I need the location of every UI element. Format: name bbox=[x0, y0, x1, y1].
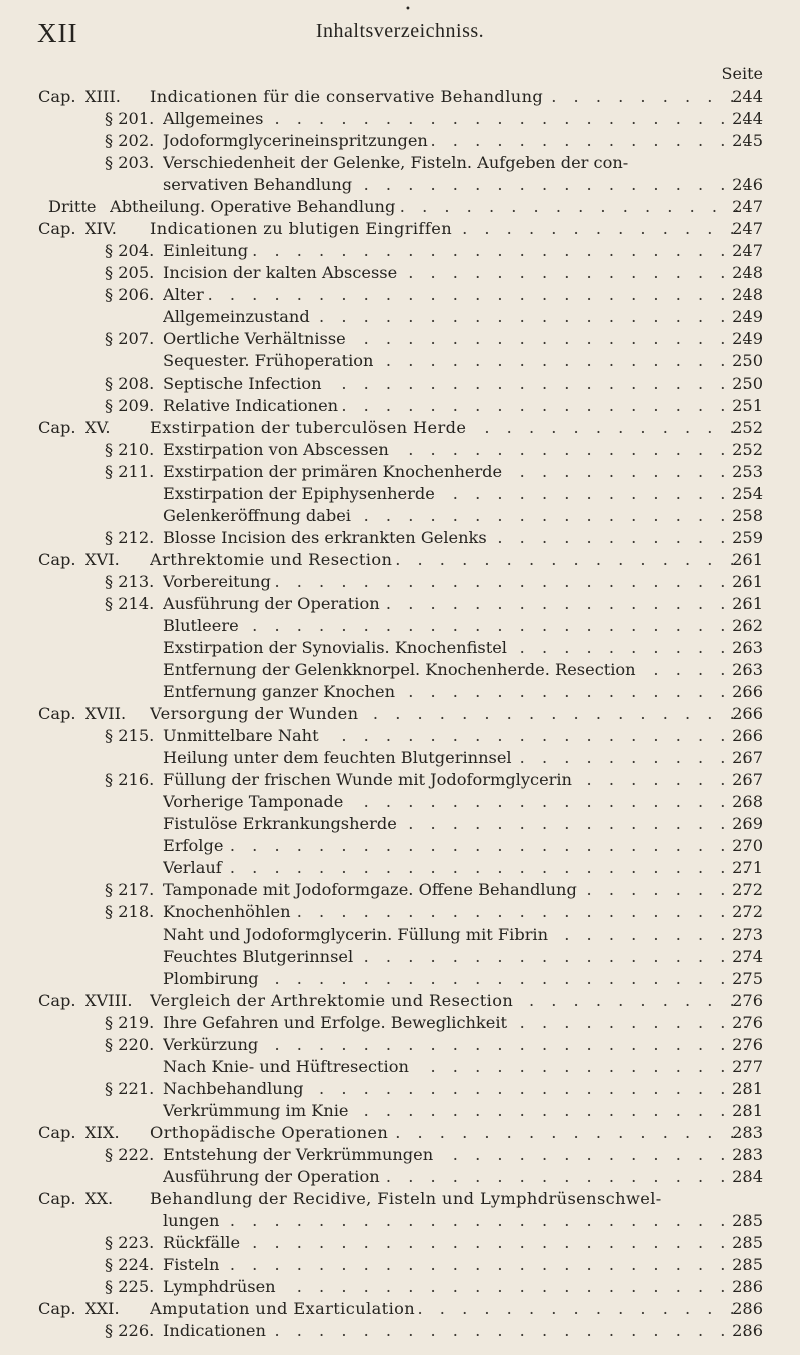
toc-entry bbox=[0, 417, 800, 439]
section-number: § 218. bbox=[105, 902, 155, 922]
page-ref: 266 bbox=[732, 682, 763, 702]
page-ref: 258 bbox=[732, 505, 763, 525]
toc-entry bbox=[0, 946, 800, 968]
page-ref: 244 bbox=[732, 87, 763, 106]
section-number: § 226. bbox=[105, 1321, 155, 1341]
entry-title: Fisteln bbox=[163, 1255, 223, 1274]
entry-title: Tamponade mit Jodoformgaze. Offene Behandlung bbox=[163, 880, 581, 899]
toc-entry bbox=[0, 769, 800, 791]
toc-entry bbox=[0, 505, 800, 527]
section-number: § 201. bbox=[105, 109, 155, 129]
toc-entry bbox=[0, 615, 800, 637]
entry-title: Rückfälle bbox=[163, 1233, 244, 1252]
entry-title: Blosse Incision des erkrankten Gelenks bbox=[163, 528, 491, 547]
page-ref: 254 bbox=[732, 483, 763, 503]
entry-title: Entstehung der Verkrümmungen bbox=[163, 1145, 437, 1164]
chapter-label: Cap. bbox=[38, 417, 76, 437]
toc-entry bbox=[0, 835, 800, 857]
page-ref: 269 bbox=[732, 814, 763, 834]
toc-entry bbox=[0, 240, 800, 262]
page-ref: 283 bbox=[732, 1144, 763, 1164]
entry-title: Plombirung bbox=[163, 969, 263, 988]
toc-entry bbox=[0, 1298, 800, 1320]
section-number: § 219. bbox=[105, 1012, 155, 1032]
toc-entry bbox=[0, 86, 800, 108]
page-ref: 285 bbox=[732, 1233, 763, 1253]
toc-entry bbox=[0, 571, 800, 593]
page-ref: 247 bbox=[732, 197, 763, 217]
page-ref: 253 bbox=[732, 461, 763, 481]
toc-entry bbox=[0, 1122, 800, 1144]
section-number: § 205. bbox=[105, 263, 155, 283]
entry-title: Verschiedenheit der Gelenke, Fisteln. Aufgeben der con- bbox=[163, 153, 632, 172]
page-ref: 273 bbox=[732, 924, 763, 944]
section-number: § 220. bbox=[105, 1034, 155, 1054]
toc-entry bbox=[0, 1276, 800, 1298]
entry-title: Ausführung der Operation bbox=[163, 594, 384, 613]
toc-entry bbox=[0, 725, 800, 747]
page-ref: 272 bbox=[732, 880, 763, 900]
section-number: § 216. bbox=[105, 770, 155, 790]
chapter-label: Cap. bbox=[38, 87, 76, 106]
toc-entry bbox=[0, 1034, 800, 1056]
section-number: § 204. bbox=[105, 241, 155, 261]
page-ref: 285 bbox=[732, 1211, 763, 1231]
entry-title: Verkrümmung im Knie bbox=[163, 1101, 353, 1120]
entry-title: Naht und Jodoformglycerin. Füllung mit Fibrin bbox=[163, 925, 552, 944]
toc-entry bbox=[0, 196, 800, 218]
page-ref: 247 bbox=[732, 241, 763, 261]
entry-title: Verlauf bbox=[163, 858, 226, 877]
entry-title: Füllung der frischen Wunde mit Jodoformglycerin bbox=[163, 770, 576, 789]
toc-entry bbox=[0, 747, 800, 769]
chapter-label: Cap. bbox=[38, 704, 76, 724]
page-ref: 244 bbox=[732, 109, 763, 129]
page-ref: 263 bbox=[732, 638, 763, 657]
page-ref: 259 bbox=[732, 527, 763, 547]
toc-entry bbox=[0, 1166, 800, 1188]
toc-entry bbox=[0, 637, 800, 659]
section-number: § 211. bbox=[105, 461, 155, 481]
toc-entry bbox=[0, 1012, 800, 1034]
entry-title: Exstirpation der tuberculösen Herde bbox=[150, 418, 470, 437]
page-ref: 274 bbox=[732, 946, 763, 966]
page-ref: 281 bbox=[732, 1100, 763, 1120]
page-ref: 249 bbox=[732, 307, 763, 327]
entry-title: Exstirpation der Epiphysenherde bbox=[163, 484, 439, 503]
page-mark: • bbox=[405, 4, 411, 15]
toc-entry bbox=[0, 130, 800, 152]
page-ref: 246 bbox=[732, 175, 763, 195]
chapter-label: Cap. bbox=[38, 1189, 76, 1208]
toc-entry bbox=[0, 461, 800, 483]
page-ref: 261 bbox=[732, 549, 763, 569]
page-ref: 277 bbox=[732, 1056, 763, 1076]
entry-title: Entfernung der Gelenkknorpel. Knochenherde. Resection bbox=[163, 660, 640, 679]
page-column-label: Seite bbox=[721, 64, 763, 83]
toc-entry bbox=[0, 990, 800, 1012]
entry-title: Arthrektomie und Resection bbox=[150, 550, 396, 569]
page-ref: 266 bbox=[732, 726, 763, 746]
entry-title: Oertliche Verhältnisse bbox=[163, 329, 350, 348]
toc-entry bbox=[0, 328, 800, 350]
page-ref: 261 bbox=[732, 571, 763, 591]
entry-title: Einleitung bbox=[163, 241, 252, 260]
toc-entry bbox=[0, 813, 800, 835]
toc-entry bbox=[0, 901, 800, 923]
section-number: § 212. bbox=[105, 527, 155, 547]
page-ref: 252 bbox=[732, 439, 763, 459]
entry-title: Septische Infection bbox=[163, 374, 326, 393]
toc-entry bbox=[0, 439, 800, 461]
page-ref: 270 bbox=[732, 836, 763, 856]
toc-entry bbox=[0, 306, 800, 328]
section-number: § 206. bbox=[105, 285, 155, 305]
toc-entry bbox=[0, 659, 800, 681]
entry-title: Exstirpation von Abscessen bbox=[163, 440, 393, 459]
chapter-number: XVIII. bbox=[85, 990, 133, 1010]
page-ref: 284 bbox=[732, 1166, 763, 1186]
toc-entry bbox=[0, 395, 800, 417]
entry-title: Entfernung ganzer Knochen bbox=[163, 682, 399, 701]
page-ref: 249 bbox=[732, 329, 763, 349]
toc-entry bbox=[0, 1100, 800, 1122]
entry-title: Vorherige Tamponade bbox=[163, 792, 347, 811]
entry-title: Relative Indicationen bbox=[163, 396, 342, 415]
section-number: § 214. bbox=[105, 593, 155, 613]
toc-entry bbox=[0, 857, 800, 879]
entry-title: servativen Behandlung bbox=[163, 175, 356, 194]
entry-title: Sequester. Frühoperation bbox=[163, 351, 377, 370]
chapter-number: XIII. bbox=[85, 87, 121, 106]
toc-entry bbox=[0, 791, 800, 813]
toc-entry bbox=[0, 1232, 800, 1254]
chapter-label: Cap. bbox=[38, 990, 76, 1010]
chapter-number: XIV. bbox=[85, 219, 117, 239]
entry-title: Orthopädische Operationen bbox=[150, 1123, 392, 1142]
page-ref: 272 bbox=[732, 902, 763, 922]
section-number: § 203. bbox=[105, 153, 155, 173]
page-title: Inhaltsverzeichniss. bbox=[315, 20, 485, 42]
toc-entry bbox=[0, 1210, 800, 1232]
toc-entry bbox=[0, 218, 800, 240]
entry-title: Allgemeinzustand bbox=[163, 307, 314, 326]
page-ref: 248 bbox=[732, 285, 763, 305]
toc-entry bbox=[0, 174, 800, 196]
section-number: § 222. bbox=[105, 1144, 155, 1164]
toc-entry bbox=[0, 1056, 800, 1078]
entry-title: Verkürzung bbox=[163, 1035, 262, 1054]
section-number: § 225. bbox=[105, 1277, 155, 1297]
page-ref: 263 bbox=[732, 660, 763, 680]
toc-entry bbox=[0, 1078, 800, 1100]
page-ref: 276 bbox=[732, 990, 763, 1010]
page-ref: 251 bbox=[732, 395, 763, 415]
toc-entry bbox=[0, 108, 800, 130]
page-ref: 281 bbox=[732, 1078, 763, 1098]
chapter-label: Cap. bbox=[38, 549, 76, 569]
entry-title: Knochenhöhlen bbox=[163, 902, 295, 921]
toc-entry bbox=[0, 350, 800, 372]
page-ref: 248 bbox=[732, 263, 763, 283]
chapter-number: XX. bbox=[85, 1189, 114, 1208]
page-ref: 266 bbox=[732, 704, 763, 724]
entry-title: Ausführung der Operation bbox=[163, 1167, 384, 1186]
section-number: § 213. bbox=[105, 571, 155, 591]
entry-title: Nachbehandlung bbox=[163, 1079, 308, 1098]
part-label: Dritte bbox=[48, 197, 97, 217]
chapter-label: Cap. bbox=[38, 219, 76, 239]
entry-title: Jodoformglycerineinspritzungen bbox=[163, 131, 432, 150]
toc-entry bbox=[0, 879, 800, 901]
page-ref: 283 bbox=[732, 1122, 763, 1142]
page-ref: 271 bbox=[732, 858, 763, 878]
entry-title: Lymphdrüsen bbox=[163, 1277, 280, 1296]
toc-entry bbox=[0, 1144, 800, 1166]
chapter-number: XV. bbox=[85, 417, 111, 437]
toc-entry bbox=[0, 152, 800, 174]
page-ref: 286 bbox=[732, 1321, 763, 1341]
chapter-label: Cap. bbox=[38, 1122, 76, 1142]
entry-title: Gelenkeröffnung dabei bbox=[163, 506, 355, 525]
toc-entry bbox=[0, 1320, 800, 1342]
entry-title: Abtheilung. Operative Behandlung bbox=[110, 197, 399, 216]
page-ref: 267 bbox=[732, 748, 763, 768]
toc-entry bbox=[0, 924, 800, 946]
section-number: § 208. bbox=[105, 373, 155, 393]
entry-title: Amputation und Exarticulation bbox=[150, 1299, 419, 1318]
toc-entry bbox=[0, 483, 800, 505]
section-number: § 224. bbox=[105, 1255, 155, 1275]
toc-entry bbox=[0, 527, 800, 549]
section-number: § 217. bbox=[105, 880, 155, 900]
page-ref: 285 bbox=[732, 1255, 763, 1275]
entry-title: Versorgung der Wunden bbox=[150, 704, 362, 723]
entry-title: Erfolge bbox=[163, 836, 227, 855]
entry-title: Exstirpation der Synovialis. Knochenfistel bbox=[163, 638, 511, 657]
section-number: § 223. bbox=[105, 1233, 155, 1253]
page-ref: 261 bbox=[732, 593, 763, 613]
toc-entry bbox=[0, 703, 800, 725]
toc-entry bbox=[0, 681, 800, 703]
page-ref: 247 bbox=[732, 219, 763, 239]
entry-title: Behandlung der Recidive, Fisteln und Lymphdrüsenschwel- bbox=[150, 1189, 666, 1208]
entry-title: Indicationen für die conservative Behandlung bbox=[150, 87, 547, 106]
entry-title: Ihre Gefahren und Erfolge. Beweglichkeit bbox=[163, 1013, 511, 1032]
page-ref: 252 bbox=[732, 417, 763, 437]
page-ref: 245 bbox=[732, 131, 763, 151]
section-number: § 210. bbox=[105, 439, 155, 459]
page-ref: 262 bbox=[732, 615, 763, 635]
chapter-number: XIX. bbox=[85, 1122, 120, 1142]
page-number: XII bbox=[37, 18, 78, 48]
entry-title: Vorbereitung bbox=[163, 572, 275, 591]
entry-title: Exstirpation der primären Knochenherde bbox=[163, 462, 506, 481]
entry-title: Allgemeines bbox=[163, 109, 267, 128]
section-number: § 221. bbox=[105, 1078, 155, 1098]
page-ref: 275 bbox=[732, 968, 763, 988]
entry-title: Vergleich der Arthrektomie und Resection bbox=[150, 991, 517, 1010]
page-ref: 276 bbox=[732, 1012, 763, 1032]
chapter-number: XVI. bbox=[85, 549, 120, 569]
toc-entry bbox=[0, 284, 800, 306]
section-number: § 209. bbox=[105, 395, 155, 415]
page-ref: 276 bbox=[732, 1034, 763, 1054]
entry-title: Heilung unter dem feuchten Blutgerinnsel bbox=[163, 748, 516, 767]
entry-title: Feuchtes Blutgerinnsel bbox=[163, 947, 357, 966]
section-number: § 207. bbox=[105, 329, 155, 349]
toc-entry bbox=[0, 593, 800, 615]
chapter-number: XVII. bbox=[85, 704, 127, 724]
page-ref: 268 bbox=[732, 792, 763, 812]
entry-title: Nach Knie- und Hüftresection bbox=[163, 1057, 413, 1076]
toc-entry bbox=[0, 373, 800, 395]
toc-entry bbox=[0, 968, 800, 990]
section-number: § 215. bbox=[105, 726, 155, 746]
entry-title: Incision der kalten Abscesse bbox=[163, 263, 401, 282]
entry-title: Indicationen zu blutigen Eingriffen bbox=[150, 219, 456, 238]
toc-entry bbox=[0, 262, 800, 284]
page-ref: 286 bbox=[732, 1277, 763, 1297]
toc-entry bbox=[0, 1254, 800, 1276]
entry-title: Alter bbox=[163, 285, 208, 304]
toc-entry bbox=[0, 549, 800, 571]
entry-title: lungen bbox=[163, 1211, 223, 1230]
page-ref: 250 bbox=[732, 373, 763, 393]
page-ref: 250 bbox=[732, 351, 763, 371]
entry-title: Blutleere bbox=[163, 616, 243, 635]
page-ref: 267 bbox=[732, 770, 763, 790]
chapter-number: XXI. bbox=[85, 1299, 120, 1319]
toc-entry bbox=[0, 1188, 800, 1210]
page-ref: 286 bbox=[732, 1299, 763, 1319]
chapter-label: Cap. bbox=[38, 1299, 76, 1319]
entry-title: Indicationen bbox=[163, 1321, 270, 1340]
entry-title: Fistulöse Erkrankungsherde bbox=[163, 814, 401, 833]
entry-title: Unmittelbare Naht bbox=[163, 726, 323, 745]
section-number: § 202. bbox=[105, 131, 155, 151]
